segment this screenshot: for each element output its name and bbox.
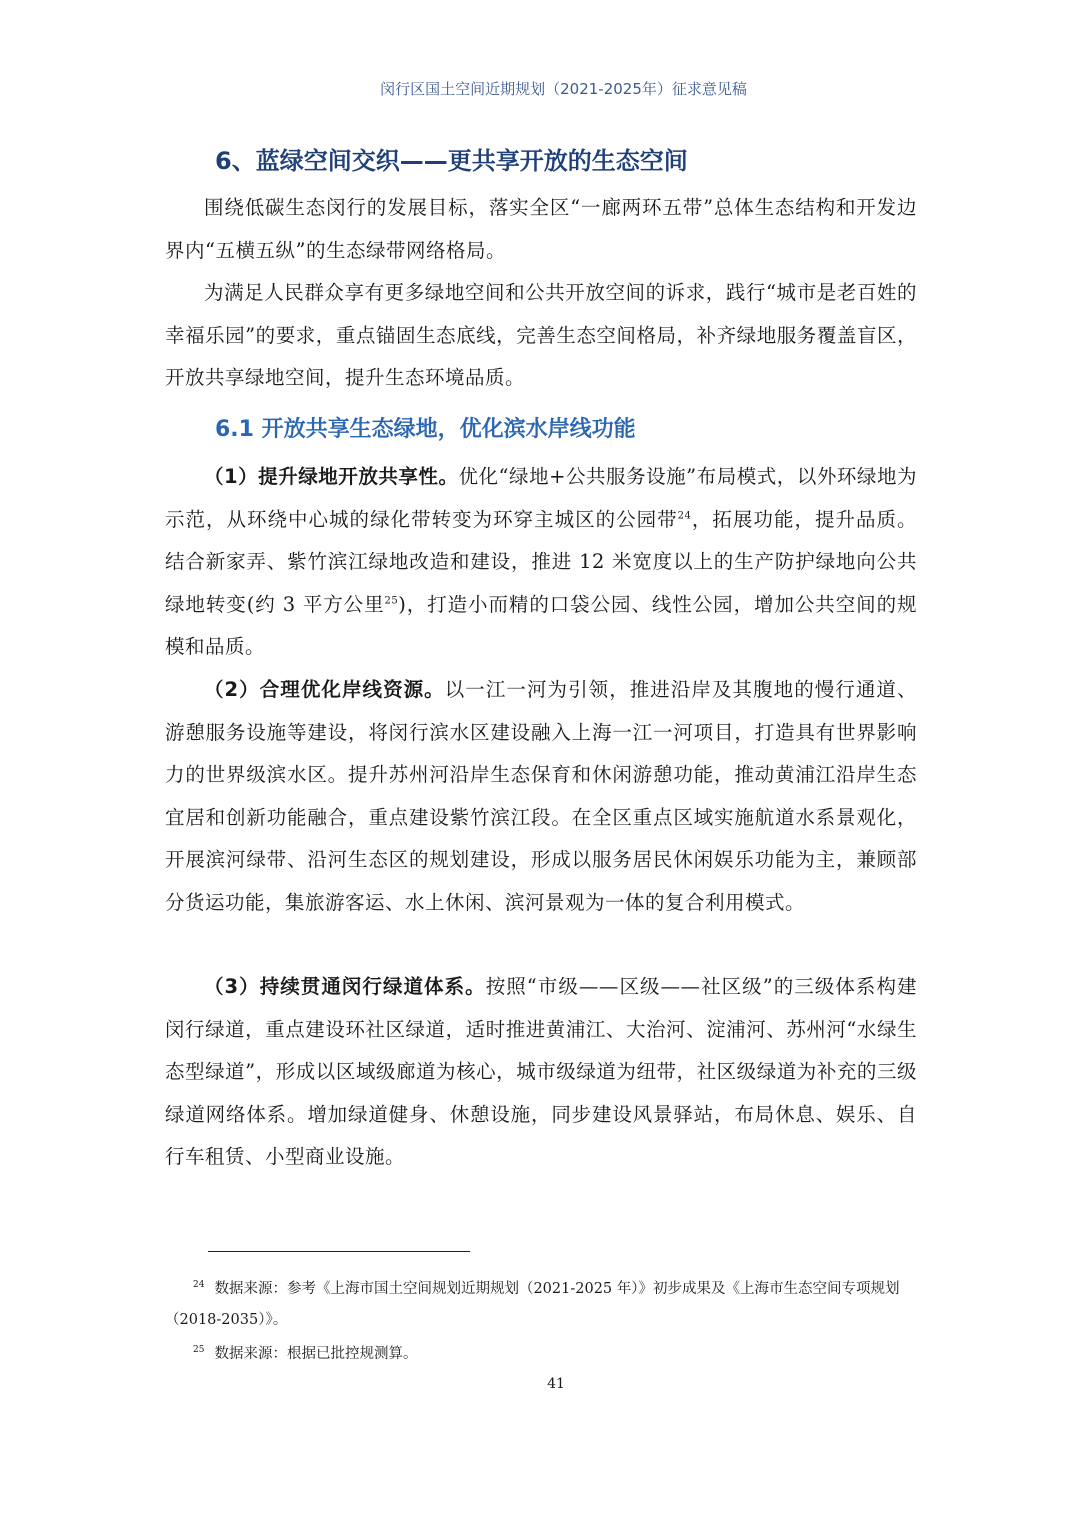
item-2-lead: （2）合理优化岸线资源。 [204,678,445,701]
item-3-lead: （3）持续贯通闵行绿道体系。 [204,975,486,998]
item-1-text-c: )，打造小而精的口袋公园、线性公园，增加公共空间的规模和品质。 [165,592,917,659]
subsection-title: 6.1 开放共享生态绿地，优化滨水岸线功能 [215,417,636,442]
section-title: 6、蓝绿空间交织——更共享开放的生态空间 [215,147,688,175]
footnote-ref-24: 24 [677,510,692,522]
item-1-text-a: 优化“绿地+公共服务设施”布局模式，以外环绿地为示范，从环绕中心城的绿化带转变为环穿主城区的公园带 [165,465,917,531]
item-2-text: 以一江一河为引领，推进沿岸及其腹地的慢行通道、游憩服务设施等建设，将闵行滨水区建设融入上海一江一河项目，打造具有世界影响力的世界级滨水区。提升苏州河沿岸生态保育和休闲游憩功能，推动黄浦江沿岸生态宜居和创新功能融合，重点建设紫竹滨江段。在全区重点区域实施航道水系景观化，开展滨河绿带、沿河生态区的规划建设，形成以服务居民休闲娱乐功能为主，兼顾部分货运功能，集旅游客运、水上休闲、滨河景观为一体的复合利用模式。 [165,678,917,914]
footnote-25-number: 25 [193,1345,205,1356]
item-paragraph-1 [165,456,917,669]
footnote-24-text: 数据来源：参考《上海市国土空间规划近期规划（2021-2025 年）》初步成果及《上海市生态空间专项规划（2018-2035）》。 [165,1281,900,1328]
footnote-divider [208,1251,470,1252]
intro-paragraph-2: 为满足人民群众享有更多绿地空间和公共开放空间的诉求，践行“城市是老百姓的幸福乐园”的要求，重点锚固生态底线，完善生态空间格局，补齐绿地服务覆盖盲区，开放共享绿地空间，提升生态环境品质。 [165,281,917,390]
footnote-24 [165,1274,917,1336]
page-number: 41 [547,1376,565,1392]
running-header: 闵行区国土空间近期规划（2021-2025年）征求意见稿 [380,80,747,98]
footnote-25-text: 数据来源：根据已批控规测算。 [214,1346,418,1362]
footnote-24-number: 24 [193,1280,205,1291]
footnote-ref-25: 25 [384,595,399,607]
item-1-lead: （1）提升绿地开放共享性。 [204,465,459,488]
intro-paragraph-1: 围绕低碳生态闵行的发展目标，落实全区“一廊两环五带”总体生态结构和开发边界内“五横五纵”的生态绿带网络格局。 [165,196,917,262]
item-paragraph-3 [165,966,917,1179]
item-1-text-b: ，拓展功能，提升品质。结合新家弄、紫竹滨江绿地改造和建设，推进 12 米宽度以上的生产防护绿地向公共绿地转变(约 3 平方公里 [165,507,917,616]
footnote-25 [165,1339,917,1370]
item-paragraph-2 [165,669,917,925]
item-3-text: 按照“市级——区级——社区级”的三级体系构建闵行绿道，重点建设环社区绿道，适时推进黄浦江、大治河、淀浦河、苏州河“水绿生态型绿道”，形成以区域级廊道为核心，城市级绿道为纽带，社区级绿道为补充的三级绿道网络体系。增加绿道健身、休憩设施，同步建设风景驿站，布局休息、娱乐、自行车租赁、小型商业设施。 [165,975,917,1169]
